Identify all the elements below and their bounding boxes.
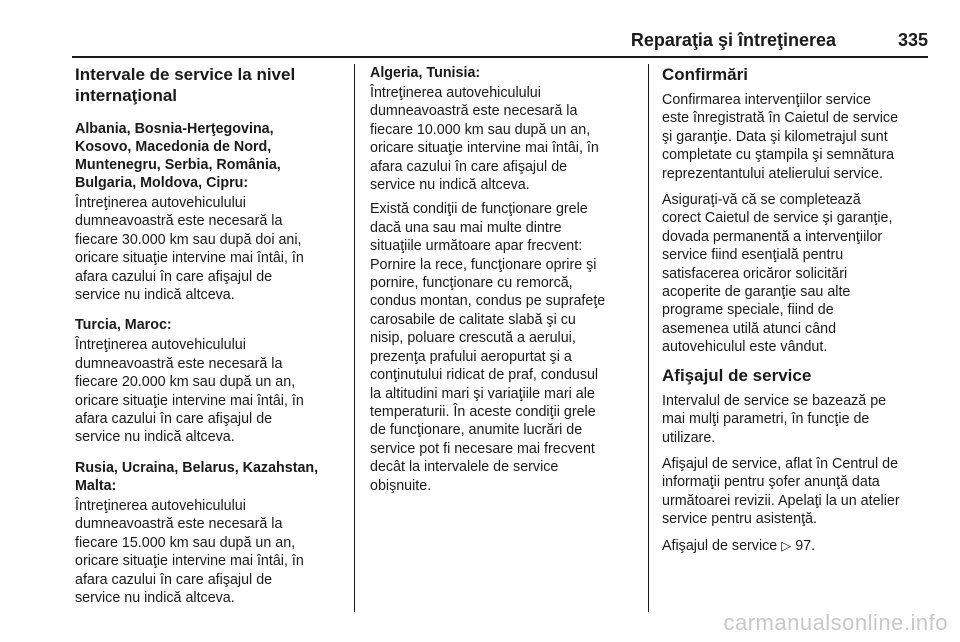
confirmations-paragraph-1: Confirmarea intervenţiilor service este înregistrată în Caietul de service şi garanţie. Data şi kilometrajul sunt completate cu ştampila şi semnătura reprezentantului atelierului service. xyxy=(662,92,899,182)
region-body: Întreţinerea autovehiculului dumneavoastră este necesară la fiecare 30.000 km sau după doi ani, oricare situaţie intervine mai întâi, în afara cazului în care afişajul de service nu indică altceva. xyxy=(75,195,304,304)
service-display-reference xyxy=(662,537,930,555)
region-body: Întreţinerea autovehiculului dumneavoastră este necesară la fiecare 15.000 km sau după un an, oricare situaţie intervine mai întâi, în afara cazului în care afişajul de service nu indică altceva. xyxy=(75,497,304,606)
column-divider-2 xyxy=(648,64,649,612)
header-title: Reparaţia şi întreţinerea xyxy=(630,30,836,50)
confirmations-paragraph-2: Asiguraţi-vă că se completează corect Caietul de service şi garanţie, dovada permanentă a intervenţiilor service fiind esenţială pentru satisfacerea oricăror solicitări acoperite de garanţie sau alte programe speciale, fiind de asemenea utilă atunci când autovehiculul este vândut. xyxy=(662,192,893,356)
region-block-russia xyxy=(75,459,347,607)
service-display-paragraph-2: Afişajul de service, aflat în Centrul de informaţii pentru şofer anunţă data următoarei revizii. Apelaţi la un atelier service pentru asistenţă. xyxy=(662,455,900,528)
service-display-paragraph-1: Intervalul de service se bazează pe mai mulţi parametri, în funcţie de utilizare. xyxy=(662,392,887,446)
watermark: carmanualsonline.info xyxy=(723,610,948,635)
section-heading-intervals: Intervale de service la nivel internaţional xyxy=(75,65,296,105)
region-title: Albania, Bosnia-Herţegovina, Kosovo, Macedonia de Nord, Muntenegru, Serbia, România, Bulgaria, Moldova, Cipru: xyxy=(75,121,281,191)
region-body: Întreţinerea autovehiculului dumneavoastră este necesară la fiecare 20.000 km sau după un an, oricare situaţie intervine mai întâi, în afara cazului în care afişajul de service nu indică altceva. xyxy=(75,337,304,446)
severe-conditions-text: Există condiţii de funcţionare grele dacă una sau mai multe dintre situaţiile următoare apar frecvent: Pornire la rece, funcţionare oprire şi pornire, funcţionare cu remorcă, condus montan, condus pe suprafeţe carosabile de calitate slabă şi cu nisip, poluare crescută a aerului, prezenţa prafului aeropurtat şi a conţinutului ridicat de praf, condusul la altitudini mari şi variaţiile mari ale temperaturii. În aceste condiţii grele de funcţionare, anumite lucrări de service pot fi necesare mai frecvent decât la intervalele de service obişnuite. xyxy=(370,201,606,494)
section-heading-service-display: Afişajul de service xyxy=(662,365,812,385)
page-reference-arrow-icon: ▷ xyxy=(781,537,792,553)
region-title: Rusia, Ucraina, Belarus, Kazahstan, Malta: xyxy=(75,459,319,494)
region-block-balkans xyxy=(75,120,347,304)
page-reference-link[interactable]: 97. xyxy=(795,537,816,554)
region-title: Turcia, Maroc: xyxy=(75,317,172,334)
reference-text: Afişajul de service xyxy=(662,537,778,554)
section-heading-confirmations: Confirmări xyxy=(662,65,748,84)
column-2 xyxy=(370,64,640,501)
column-1 xyxy=(75,64,347,619)
column-divider-1 xyxy=(354,64,355,612)
region-block-turkey xyxy=(75,316,347,446)
region-body-algeria: Întreţinerea autovehiculului dumneavoastră este necesară la fiecare 10.000 km sau după un an, oricare situaţie intervine mai întâi, în afara cazului în care afişajul de service nu indică altceva. xyxy=(370,85,599,194)
page-number: 335 xyxy=(897,30,928,50)
column-3 xyxy=(662,64,930,563)
page-header xyxy=(72,26,928,58)
region-title-algeria: Algeria, Tunisia: xyxy=(370,65,481,81)
